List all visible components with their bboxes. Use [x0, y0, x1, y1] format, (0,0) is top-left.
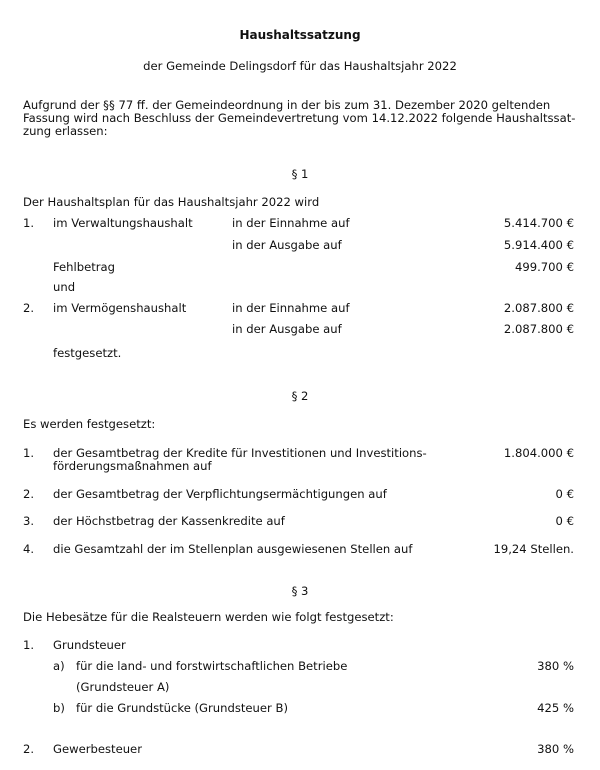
subitem-text: für die land- und forstwirtschaftlichen Betriebe — [76, 659, 348, 673]
section-heading: § 1 — [291, 167, 309, 181]
income-value: 5.414.700 € — [503, 216, 574, 230]
item-text: der Gesamtbetrag der Kredite für Investitionen und Investitions- — [53, 446, 427, 460]
item-label: im Verwaltungshaushalt — [53, 216, 193, 230]
section-heading: § 3 — [291, 584, 309, 598]
section-intro: Der Haushaltsplan für das Haushaltsjahr 2022 wird — [23, 195, 320, 209]
subitem-letter: b) — [53, 701, 65, 715]
section-closing: festgesetzt. — [53, 346, 122, 360]
item-text: der Gesamtbetrag der Verpflichtungsermächtigungen auf — [53, 487, 387, 501]
income-label: in der Einnahme auf — [232, 301, 350, 315]
item-value: 0 € — [555, 514, 574, 528]
item-value: 0 € — [555, 487, 574, 501]
subitem-value: 380 % — [537, 659, 574, 673]
intro-line: Aufgrund der §§ 77 ff. der Gemeindeordnung in der bis zum 31. Dezember 2020 geltenden — [23, 98, 551, 112]
expense-value: 2.087.800 € — [503, 322, 574, 336]
conjunction: und — [53, 280, 76, 294]
item-label: Grundsteuer — [53, 638, 126, 652]
item-text: der Höchstbetrag der Kassenkredite auf — [53, 514, 285, 528]
deficit-value: 499.700 € — [514, 260, 574, 274]
item-number: 1. — [23, 638, 35, 652]
subitem-text: für die Grundstücke (Grundsteuer B) — [76, 701, 288, 715]
item-number: 3. — [23, 514, 35, 528]
subitem-text: (Grundsteuer A) — [76, 680, 170, 694]
section-intro: Die Hebesätze für die Realsteuern werden wie folgt festgesetzt: — [23, 610, 394, 624]
item-number: 2. — [23, 742, 35, 756]
deficit-label: Fehlbetrag — [53, 260, 116, 274]
section-intro: Es werden festgesetzt: — [23, 417, 156, 431]
item-value: 1.804.000 € — [503, 446, 574, 460]
income-label: in der Einnahme auf — [232, 216, 350, 230]
item-text: die Gesamtzahl der im Stellenplan ausgewiesenen Stellen auf — [53, 542, 413, 556]
intro-line: zung erlassen: — [23, 124, 108, 138]
item-label: Gewerbesteuer — [53, 742, 142, 756]
item-label: im Vermögenshaushalt — [53, 301, 187, 315]
item-value: 380 % — [537, 742, 574, 756]
item-number: 4. — [23, 542, 35, 556]
expense-label: in der Ausgabe auf — [232, 322, 342, 336]
item-number: 1. — [23, 216, 35, 230]
document-subtitle: der Gemeinde Delingsdorf für das Haushaltsjahr 2022 — [143, 59, 457, 73]
item-value: 19,24 Stellen. — [493, 542, 574, 556]
section-heading: § 2 — [291, 389, 309, 403]
subitem-value: 425 % — [537, 701, 574, 715]
item-number: 2. — [23, 487, 35, 501]
subitem-letter: a) — [53, 659, 65, 673]
item-number: 1. — [23, 446, 35, 460]
income-value: 2.087.800 € — [503, 301, 574, 315]
intro-line: Fassung wird nach Beschluss der Gemeindevertretung vom 14.12.2022 folgende Haushaltssat- — [23, 111, 576, 125]
expense-label: in der Ausgabe auf — [232, 238, 342, 252]
item-text: förderungsmaßnahmen auf — [53, 459, 212, 473]
expense-value: 5.914.400 € — [503, 238, 574, 252]
item-number: 2. — [23, 301, 35, 315]
document-title: Haushaltssatzung — [239, 28, 361, 42]
